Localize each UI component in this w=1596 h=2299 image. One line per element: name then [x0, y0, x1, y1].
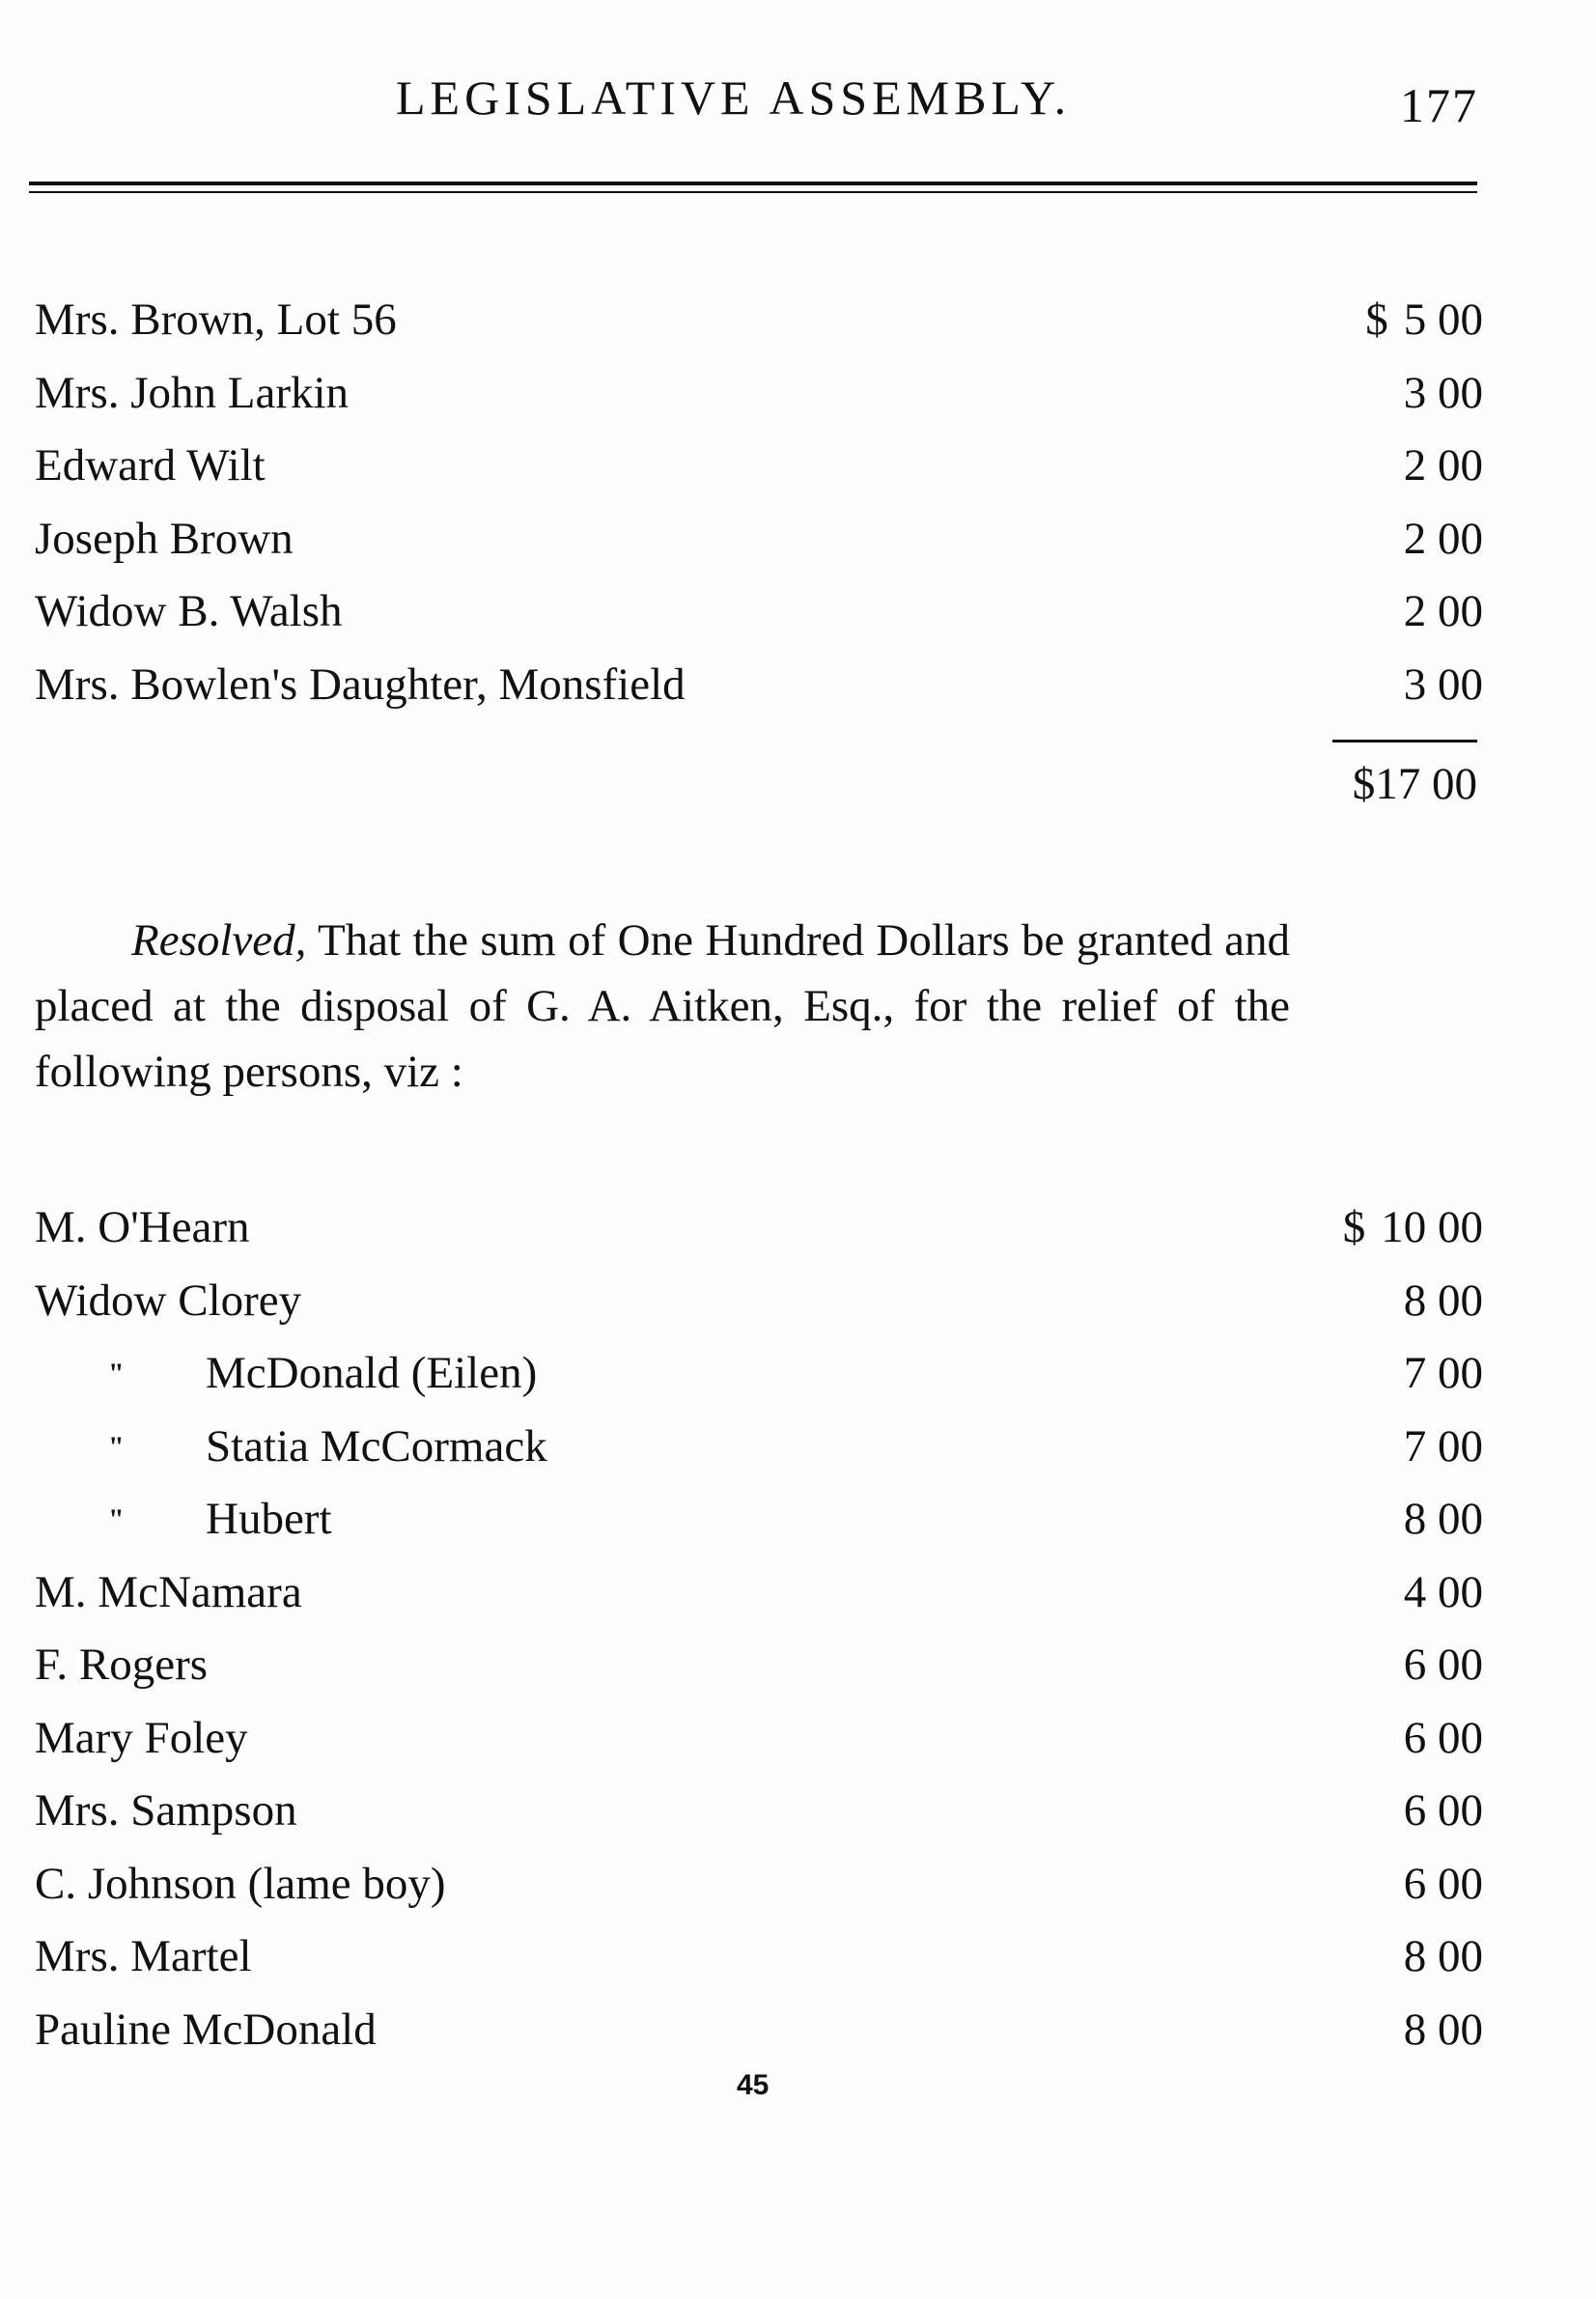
- payment-amount: 8 00: [1403, 2004, 1483, 2055]
- ditto-mark: ": [108, 1503, 125, 1535]
- payment-amount: 8 00: [1403, 1494, 1483, 1544]
- list-one-total: $17 00: [1352, 759, 1477, 809]
- list-item: [35, 575, 1483, 649]
- header-rule-thick: [29, 182, 1477, 185]
- list-item: [35, 1483, 1483, 1556]
- payee-name: Mrs. Bowlen's Daughter, Monsfield: [35, 659, 686, 710]
- list-item: [35, 430, 1483, 503]
- dollar-sign: $: [1365, 294, 1388, 345]
- payment-amount: 6 00: [1403, 1640, 1483, 1690]
- resolution-text: That the sum of One Hundred Dollars be granted and placed at the disposal of G. A. Aitken, Esq., for the relief of the following persons, viz :: [35, 915, 1290, 1097]
- running-head: LEGISLATIVE ASSEMBLY.: [396, 70, 1072, 125]
- list-item: [35, 1921, 1483, 1994]
- list-item: [35, 1629, 1483, 1702]
- payment-amount: 6 00: [1403, 1712, 1483, 1763]
- ditto-mark: ": [108, 1430, 125, 1463]
- list-item: [35, 503, 1483, 576]
- payment-amount: [1343, 1192, 1483, 1265]
- payment-amount: 2 00: [1403, 440, 1483, 491]
- amount-value: 5 00: [1403, 294, 1483, 345]
- payment-amount: 8 00: [1403, 1275, 1483, 1326]
- amount-value: 10 00: [1381, 1202, 1483, 1252]
- list-item: [35, 1192, 1483, 1265]
- payee-name: Mrs. Brown, Lot 56: [35, 294, 397, 345]
- signature-mark: 45: [737, 2069, 770, 2101]
- payee-name: Widow B. Walsh: [35, 586, 343, 636]
- payee-name: Mrs. John Larkin: [35, 367, 350, 418]
- payment-list-one: [35, 284, 1483, 721]
- payee-name: Widow Clorey: [35, 1275, 302, 1326]
- payment-amount: 2 00: [1403, 586, 1483, 636]
- payee-name: M. McNamara: [35, 1566, 302, 1617]
- list-item: [35, 357, 1483, 431]
- payment-amount: 2 00: [1403, 513, 1483, 564]
- payee-name: Edward Wilt: [35, 440, 266, 491]
- payee-name: M. O'Hearn: [35, 1202, 250, 1252]
- list-item: [35, 1411, 1483, 1484]
- page-number: 177: [1400, 78, 1478, 132]
- resolution-lead: Resolved,: [131, 915, 307, 966]
- list-item: [35, 1848, 1483, 1921]
- payment-amount: 7 00: [1403, 1420, 1483, 1472]
- resolution-paragraph: [35, 908, 1290, 1105]
- payee-name: Statia McCormack: [206, 1420, 547, 1472]
- dollar-sign: $: [1342, 1202, 1366, 1252]
- payee-name: Mrs. Martel: [35, 1931, 252, 1981]
- list-item: [35, 1994, 1483, 2067]
- header-rule-thin: [29, 191, 1477, 193]
- total-rule: [1332, 740, 1477, 743]
- payee-name: Joseph Brown: [35, 513, 294, 564]
- payee-name: Hubert: [206, 1494, 332, 1544]
- payment-amount: 3 00: [1403, 367, 1483, 418]
- payee-name: C. Johnson (lame boy): [35, 1858, 446, 1909]
- list-item: [35, 1702, 1483, 1776]
- list-item: [35, 1337, 1483, 1411]
- payee-name: F. Rogers: [35, 1640, 209, 1690]
- payee-name: McDonald (Eilen): [206, 1348, 538, 1398]
- payment-amount: 3 00: [1403, 659, 1483, 710]
- payment-amount: [1365, 284, 1483, 357]
- payee-name: Mary Foley: [35, 1712, 248, 1763]
- list-item: [35, 284, 1483, 357]
- list-item: [35, 1265, 1483, 1338]
- payment-amount: 8 00: [1403, 1931, 1483, 1981]
- payment-amount: 6 00: [1403, 1785, 1483, 1836]
- ditto-mark: ": [108, 1358, 125, 1389]
- list-item: [35, 649, 1483, 722]
- list-item: [35, 1556, 1483, 1630]
- payment-list-two: [35, 1192, 1483, 2066]
- payment-amount: 6 00: [1403, 1858, 1483, 1909]
- payment-amount: 7 00: [1403, 1348, 1483, 1398]
- payment-amount: 4 00: [1403, 1566, 1483, 1617]
- payee-name: Pauline McDonald: [35, 2004, 377, 2055]
- list-item: [35, 1775, 1483, 1848]
- payee-name: Mrs. Sampson: [35, 1785, 297, 1836]
